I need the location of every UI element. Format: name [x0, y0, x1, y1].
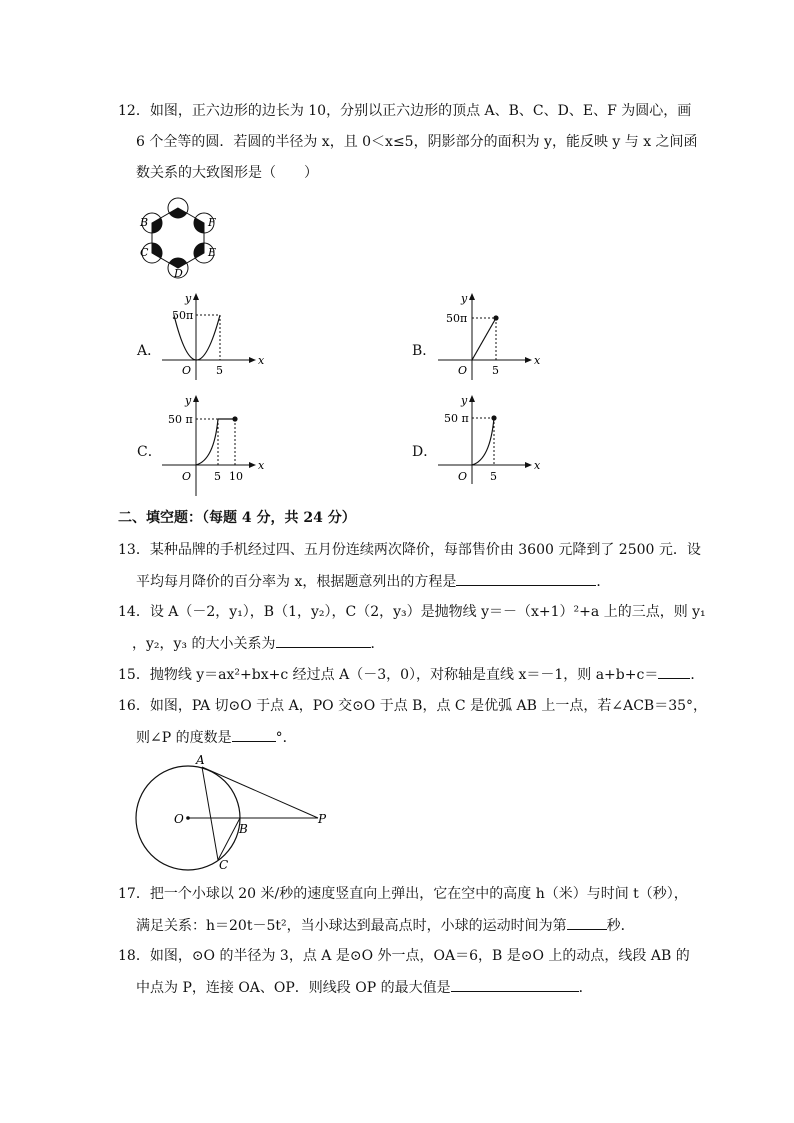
q17-line1: 17．把一个小球以 20 米/秒的速度竖直向上弹出，它在空中的高度 h（米）与时间 t（秒）， — [118, 886, 688, 902]
option-a-x-axis-label: x — [258, 354, 265, 367]
option-d-origin: O — [458, 470, 468, 483]
q18-line2-end: ． — [578, 980, 593, 996]
q12-line1: 12．如图，正六边形的边长为 10，分别以正六边形的顶点 A、B、C、D、E、F 为圆心，画 — [118, 103, 692, 119]
option-c-label: C． — [137, 444, 162, 460]
q16-label-a: A — [196, 753, 205, 767]
option-d-x-axis-label: x — [534, 459, 541, 472]
q14-answer-blank[interactable] — [276, 633, 371, 648]
hex-label-f: F — [208, 216, 216, 229]
q16-line2-end: °． — [275, 730, 297, 746]
option-b-x-axis-label: x — [534, 354, 541, 367]
option-c-y-tick: 50 π — [168, 413, 193, 426]
q17-line2 — [136, 915, 635, 936]
q15-line — [118, 664, 704, 685]
option-c-x-axis-label: x — [258, 459, 265, 472]
hex-label-a: A — [174, 197, 182, 210]
option-b-origin: O — [458, 364, 468, 377]
q16-label-p: P — [318, 812, 327, 826]
shaded-sector-f — [194, 218, 204, 233]
section-heading: 二、填空题：（每题 4 分，共 24 分） — [118, 510, 356, 526]
q16-line2-text: 则∠P 的度数是 — [136, 730, 232, 746]
option-a-graph — [160, 290, 270, 385]
option-b-y-tick: 50π — [446, 312, 468, 325]
hex-label-c: C — [140, 246, 149, 259]
q18-line2 — [136, 977, 593, 998]
option-a-x-tick: 5 — [216, 364, 223, 377]
q13-line1: 13．某种品牌的手机经过四、五月份连续两次降价，每部售价由 3600 元降到了 2500 元．设 — [118, 542, 701, 558]
option-d-x-tick: 5 — [490, 470, 497, 483]
q16-answer-blank[interactable] — [232, 727, 276, 742]
q16-line2 — [136, 727, 297, 748]
q13-line2-text: 平均每月降价的百分率为 x，根据题意列出的方程是 — [136, 574, 457, 590]
option-b-x-tick: 5 — [492, 364, 499, 377]
q13-answer-blank[interactable] — [456, 571, 596, 586]
shaded-sector-e — [194, 243, 204, 258]
option-d-y-tick: 50 π — [444, 412, 469, 425]
option-a-origin: O — [182, 364, 192, 377]
hex-label-b: B — [140, 216, 149, 229]
q16-label-o: O — [174, 812, 184, 826]
q15-text: 15．抛物线 y＝ax²+bx+c 经过点 A（－3，0），对称轴是直线 x＝－1，则 a+b+c＝ — [118, 667, 659, 683]
q16-circle-tangent-figure — [130, 752, 340, 877]
option-b-graph — [436, 290, 546, 385]
option-c-x-tick-5: 5 — [214, 470, 221, 483]
option-a-y-axis-label: y — [185, 292, 192, 305]
option-a-label: A． — [137, 343, 162, 359]
q16-label-c: C — [219, 858, 229, 872]
q15-answer-blank[interactable] — [658, 664, 690, 679]
q15-end: ． — [690, 667, 705, 683]
option-c-origin: O — [182, 470, 192, 483]
shaded-sector-b — [152, 218, 162, 233]
shaded-sector-c — [152, 243, 162, 258]
q14-line2-text: ，y₂，y₃ 的大小关系为 — [132, 636, 276, 652]
hex-label-e: E — [208, 246, 217, 259]
option-d-graph — [436, 392, 546, 487]
q17-answer-blank[interactable] — [567, 915, 607, 930]
option-c-graph — [160, 392, 270, 497]
option-a-y-tick: 50π — [172, 309, 194, 322]
option-d-y-axis-label: y — [461, 394, 468, 407]
option-b-y-axis-label: y — [461, 292, 468, 305]
q13-line2-end: ． — [596, 574, 611, 590]
q18-line2-text: 中点为 P，连接 OA、OP．则线段 OP 的最大值是 — [136, 980, 451, 996]
hexagon-circles-figure — [130, 192, 230, 284]
q13-line2 — [136, 571, 610, 592]
q12-line2: 6 个全等的圆．若圆的半径为 x，且 0＜x≤5，阴影部分的面积为 y，能反映 y 与 x 之间函 — [136, 134, 698, 150]
option-b-label: B． — [412, 343, 437, 359]
q17-line2-end: 秒． — [606, 918, 635, 934]
q18-answer-blank[interactable] — [451, 977, 579, 992]
q12-line3: 数关系的大致图形是（ ） — [136, 165, 318, 181]
option-d-label: D． — [412, 444, 438, 460]
option-c-x-tick-10: 10 — [229, 470, 243, 483]
q18-line1: 18．如图，⊙O 的半径为 3，点 A 是⊙O 外一点，OA＝6，B 是⊙O 上的动点，线段 AB 的 — [118, 948, 690, 964]
q16-line1: 16．如图，PA 切⊙O 于点 A，PO 交⊙O 于点 B，点 C 是优弧 AB 上一点，若∠ACB＝35°， — [118, 698, 708, 714]
q14-line2 — [132, 633, 385, 654]
q16-label-b: B — [239, 822, 248, 836]
q14-line2-end: ． — [370, 636, 385, 652]
hex-label-d: D — [174, 267, 183, 280]
option-c-y-axis-label: y — [185, 394, 192, 407]
q17-line2-text: 满足关系：h＝20t－5t²，当小球达到最高点时，小球的运动时间为第 — [136, 918, 567, 934]
q14-line1: 14．设 A（－2，y₁），B（1，y₂），C（2，y₃）是抛物线 y＝－（x+1）²+a 上的三点，则 y₁ — [118, 604, 706, 620]
